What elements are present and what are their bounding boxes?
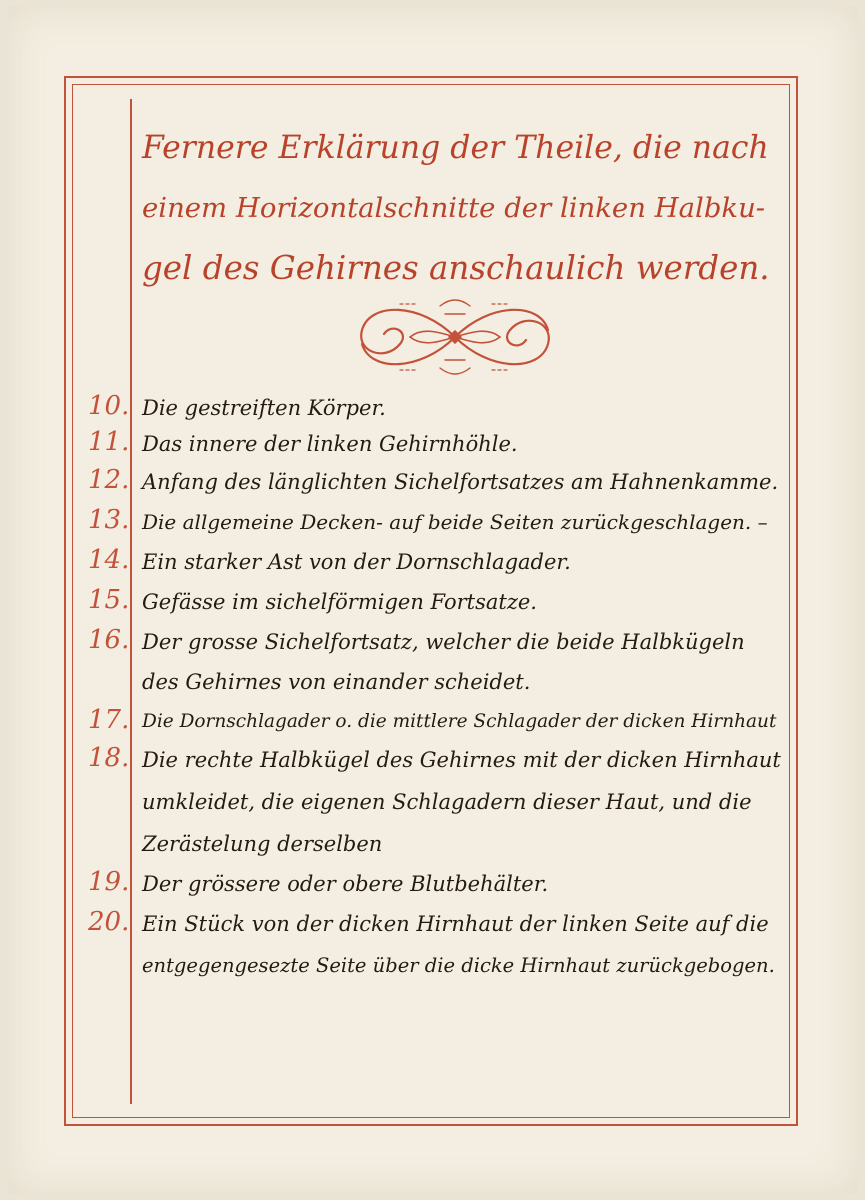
item-text: Ein starker Ast von der Dornschlagader. xyxy=(142,550,571,574)
item-text: Der grosse Sichelfortsatz, welcher die beide Halbkügeln xyxy=(142,630,745,654)
item-number: 19. xyxy=(88,867,130,897)
item-text-continued: Zerästelung derselben xyxy=(142,832,383,856)
item-number: 16. xyxy=(88,625,130,655)
item-text: Die rechte Halbkügel des Gehirnes mit der dicken Hirnhaut xyxy=(142,748,781,772)
item-number: 11. xyxy=(88,427,130,457)
item-number: 13. xyxy=(88,505,130,535)
item-text: Ein Stück von der dicken Hirnhaut der linken Seite auf die xyxy=(142,912,769,936)
item-number: 20. xyxy=(88,907,130,937)
item-number: 12. xyxy=(88,465,130,495)
item-number: 17. xyxy=(88,705,130,735)
page-title xyxy=(142,118,772,298)
item-number: 18. xyxy=(88,743,130,773)
item-text: Die gestreiften Körper. xyxy=(142,396,386,420)
item-text-continued: umkleidet, die eigenen Schlagadern dieser Haut, und die xyxy=(142,790,752,814)
item-number: 15. xyxy=(88,585,130,615)
item-number: 14. xyxy=(88,545,130,575)
title-line: Fernere Erklärung der Theile, die nach xyxy=(142,130,769,166)
item-number: 10. xyxy=(88,391,130,421)
item-text: Der grössere oder obere Blutbehälter. xyxy=(142,872,549,896)
item-text: Die allgemeine Decken- auf beide Seiten zurückgeschlagen. – xyxy=(142,510,768,534)
item-text-continued: des Gehirnes von einander scheidet. xyxy=(142,670,531,694)
title-line: einem Horizontalschnitte der linken Halbku- xyxy=(142,192,766,224)
item-text: Das innere der linken Gehirnhöhle. xyxy=(142,432,518,456)
item-text-continued: entgegengesezte Seite über die dicke Hirnhaut zurückgebogen. xyxy=(142,954,775,977)
calligraphic-flourish-icon xyxy=(340,292,570,382)
item-text: Gefässe im sichelförmigen Fortsatze. xyxy=(142,590,537,614)
item-text: Die Dornschlagader o. die mittlere Schlagader der dicken Hirnhaut xyxy=(142,711,777,732)
title-line: gel des Gehirnes anschaulich werden. xyxy=(142,249,770,287)
item-text: Anfang des länglichten Sichelfortsatzes am Hahnenkamme. xyxy=(142,470,779,494)
